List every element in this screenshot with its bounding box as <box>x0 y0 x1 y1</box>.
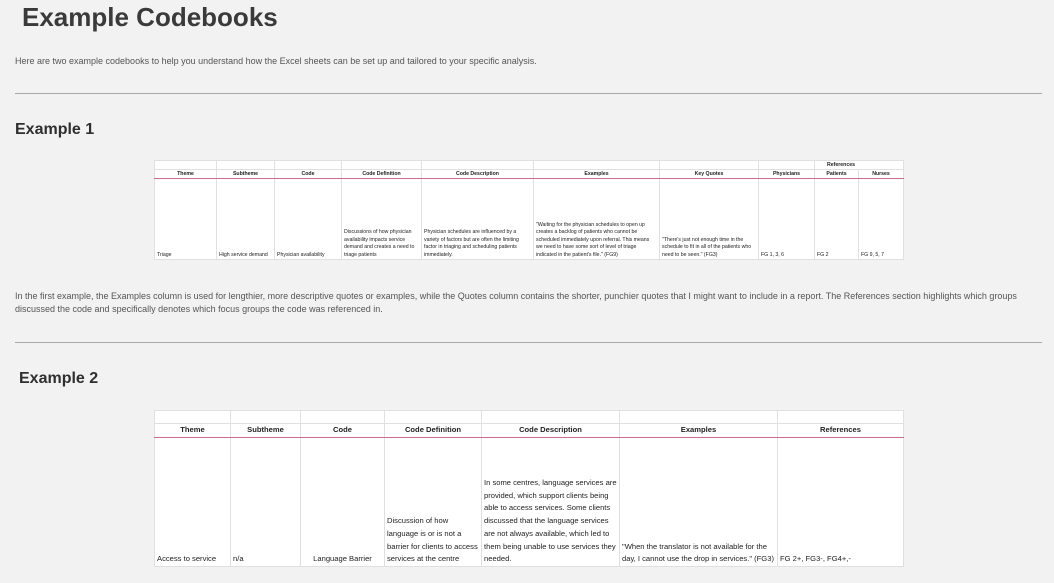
column-header: Subtheme <box>231 424 301 438</box>
divider <box>15 342 1042 343</box>
codebook-table-2 <box>154 410 904 567</box>
table-cell: "There's just not enough time in the schedule to fit in all of the patients who need to be seen." (FG3) <box>660 179 759 260</box>
column-header: Patients <box>815 170 859 179</box>
column-header: Nurses <box>859 170 904 179</box>
table-cell: High service demand <box>217 179 275 260</box>
table-cell: n/a <box>231 437 301 566</box>
table-cell: Language Barrier <box>301 437 385 566</box>
column-header: Subtheme <box>217 170 275 179</box>
table-cell: Physician availability <box>275 179 342 260</box>
table-row <box>155 179 904 260</box>
example-2-heading: Example 2 <box>19 370 99 387</box>
column-header: Code Description <box>482 424 620 438</box>
column-header: Code Definition <box>342 170 422 179</box>
column-header: Code <box>275 170 342 179</box>
table-cell: FG 2+, FG3-, FG4+,- <box>778 437 904 566</box>
table-cell: Access to service <box>155 437 231 566</box>
column-header: Examples <box>534 170 660 179</box>
column-header: Code <box>301 424 385 438</box>
table-cell: FG 1, 3, 6 <box>759 179 815 260</box>
column-header: References <box>778 424 904 438</box>
table-cell: "Waiting for the physician schedules to open up creates a backlog of patients who cannot be scheduled immediately upon referral. This means we need to have some sort of level of triage indicated in the patient's file." (FG9) <box>534 179 660 260</box>
column-header: Theme <box>155 170 217 179</box>
column-header: Physicians <box>759 170 815 179</box>
table-row <box>155 437 904 566</box>
divider <box>15 93 1042 94</box>
explanation-paragraph: In the first example, the Examples column is used for lengthier, more descriptive quotes or examples, while the Quotes column contains the shorter, punchier quotes that I might want to include in a report. The References section highlights which groups discussed the code and specifically denotes which focus groups the code was referenced in. <box>15 291 1017 314</box>
table-cell: Physician schedules are influenced by a variety of factors but are often the limiting factor in triaging and scheduling patients immediately. <box>422 179 534 260</box>
intro-text: Here are two example codebooks to help you understand how the Excel sheets can be set up and tailored to your specific analysis. <box>15 56 537 66</box>
table-cell: "When the translator is not available for the day, I cannot use the drop in services." (FG3) <box>620 437 778 566</box>
column-header: Key Quotes <box>660 170 759 179</box>
group-header-references: References <box>815 161 904 170</box>
example-1-heading: Example 1 <box>15 121 95 138</box>
column-header: Code Description <box>422 170 534 179</box>
column-header: Code Definition <box>385 424 482 438</box>
column-header: Theme <box>155 424 231 438</box>
table-cell: In some centres, language services are provided, which support clients being able to access services. Some clients discussed that the language services are not always available, which led to them being unable to use services they needed. <box>482 437 620 566</box>
table-cell: Discussions of how physician availability impacts service demand and creates a need to triage patients <box>342 179 422 260</box>
codebook-table-1 <box>154 160 904 260</box>
table-cell: Triage <box>155 179 217 260</box>
column-header: Examples <box>620 424 778 438</box>
table-cell: Discussion of how language is or is not a barrier for clients to access services at the centre <box>385 437 482 566</box>
table-cell: FG 9, 5, 7 <box>859 179 904 260</box>
table-cell: FG 2 <box>815 179 859 260</box>
page-title: Example Codebooks <box>22 2 278 32</box>
